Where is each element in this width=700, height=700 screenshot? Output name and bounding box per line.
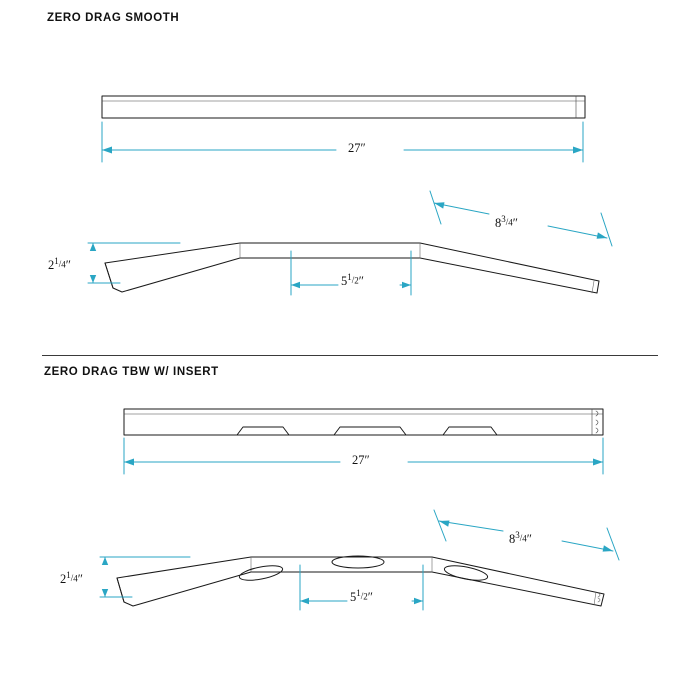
section-title-tbw: ZERO DRAG TBW W/ INSERT [44,366,219,378]
grip-den-tbw: 4 [522,533,527,544]
grip-num-tbw: 3 [515,530,520,540]
dim-label-center-smooth: $5^1/_2''$ [341,272,364,288]
grip-whole-smooth: 8 [495,215,502,230]
dim-27-smooth [102,122,583,162]
dim-label-length-smooth: 27″ [348,141,366,155]
center-whole-smooth: 5 [341,273,348,288]
rise-whole-smooth: 2 [48,257,55,272]
center-unit-tbw: ″ [367,589,373,604]
center-den-smooth: 2 [354,275,359,286]
center-num-smooth: 1 [347,272,352,282]
smooth-top-bar-outline [102,96,585,118]
dim-label-center-tbw: $5^1/_2''$ [350,588,373,604]
rise-den-tbw: 4 [73,573,78,584]
dim-label-rise-smooth: $2^1/_4''$ [48,256,71,272]
grip-num-smooth: 3 [501,214,506,224]
center-num-tbw: 1 [356,588,361,598]
section-divider [42,355,658,356]
rise-unit-smooth: ″ [65,257,71,272]
grip-unit-tbw: ″ [526,531,532,546]
dim-label-length-tbw: 27″ [352,453,370,467]
grip-den-smooth: 4 [508,217,513,228]
grip-whole-tbw: 8 [509,531,516,546]
center-den-tbw: 2 [363,591,368,602]
dim-grip-smooth [430,191,612,246]
grip-unit-smooth: ″ [512,215,518,230]
section-title-smooth: ZERO DRAG SMOOTH [47,12,180,24]
rise-unit-tbw: ″ [77,571,83,586]
center-unit-smooth: ″ [358,273,364,288]
tbw-top-bar-outline [124,409,603,435]
center-whole-tbw: 5 [350,589,357,604]
rise-num-tbw: 1 [66,570,71,580]
rise-num-smooth: 1 [54,256,59,266]
dim-rise-tbw [100,557,190,597]
dim-label-grip-smooth: $8^3/_4''$ [495,214,518,230]
rise-den-smooth: 4 [61,259,66,270]
dim-label-rise-tbw: $2^1/_4''$ [60,570,83,586]
dim-rise-smooth [88,243,180,283]
rise-whole-tbw: 2 [60,571,67,586]
dim-label-grip-tbw: $8^3/_4''$ [509,530,532,546]
